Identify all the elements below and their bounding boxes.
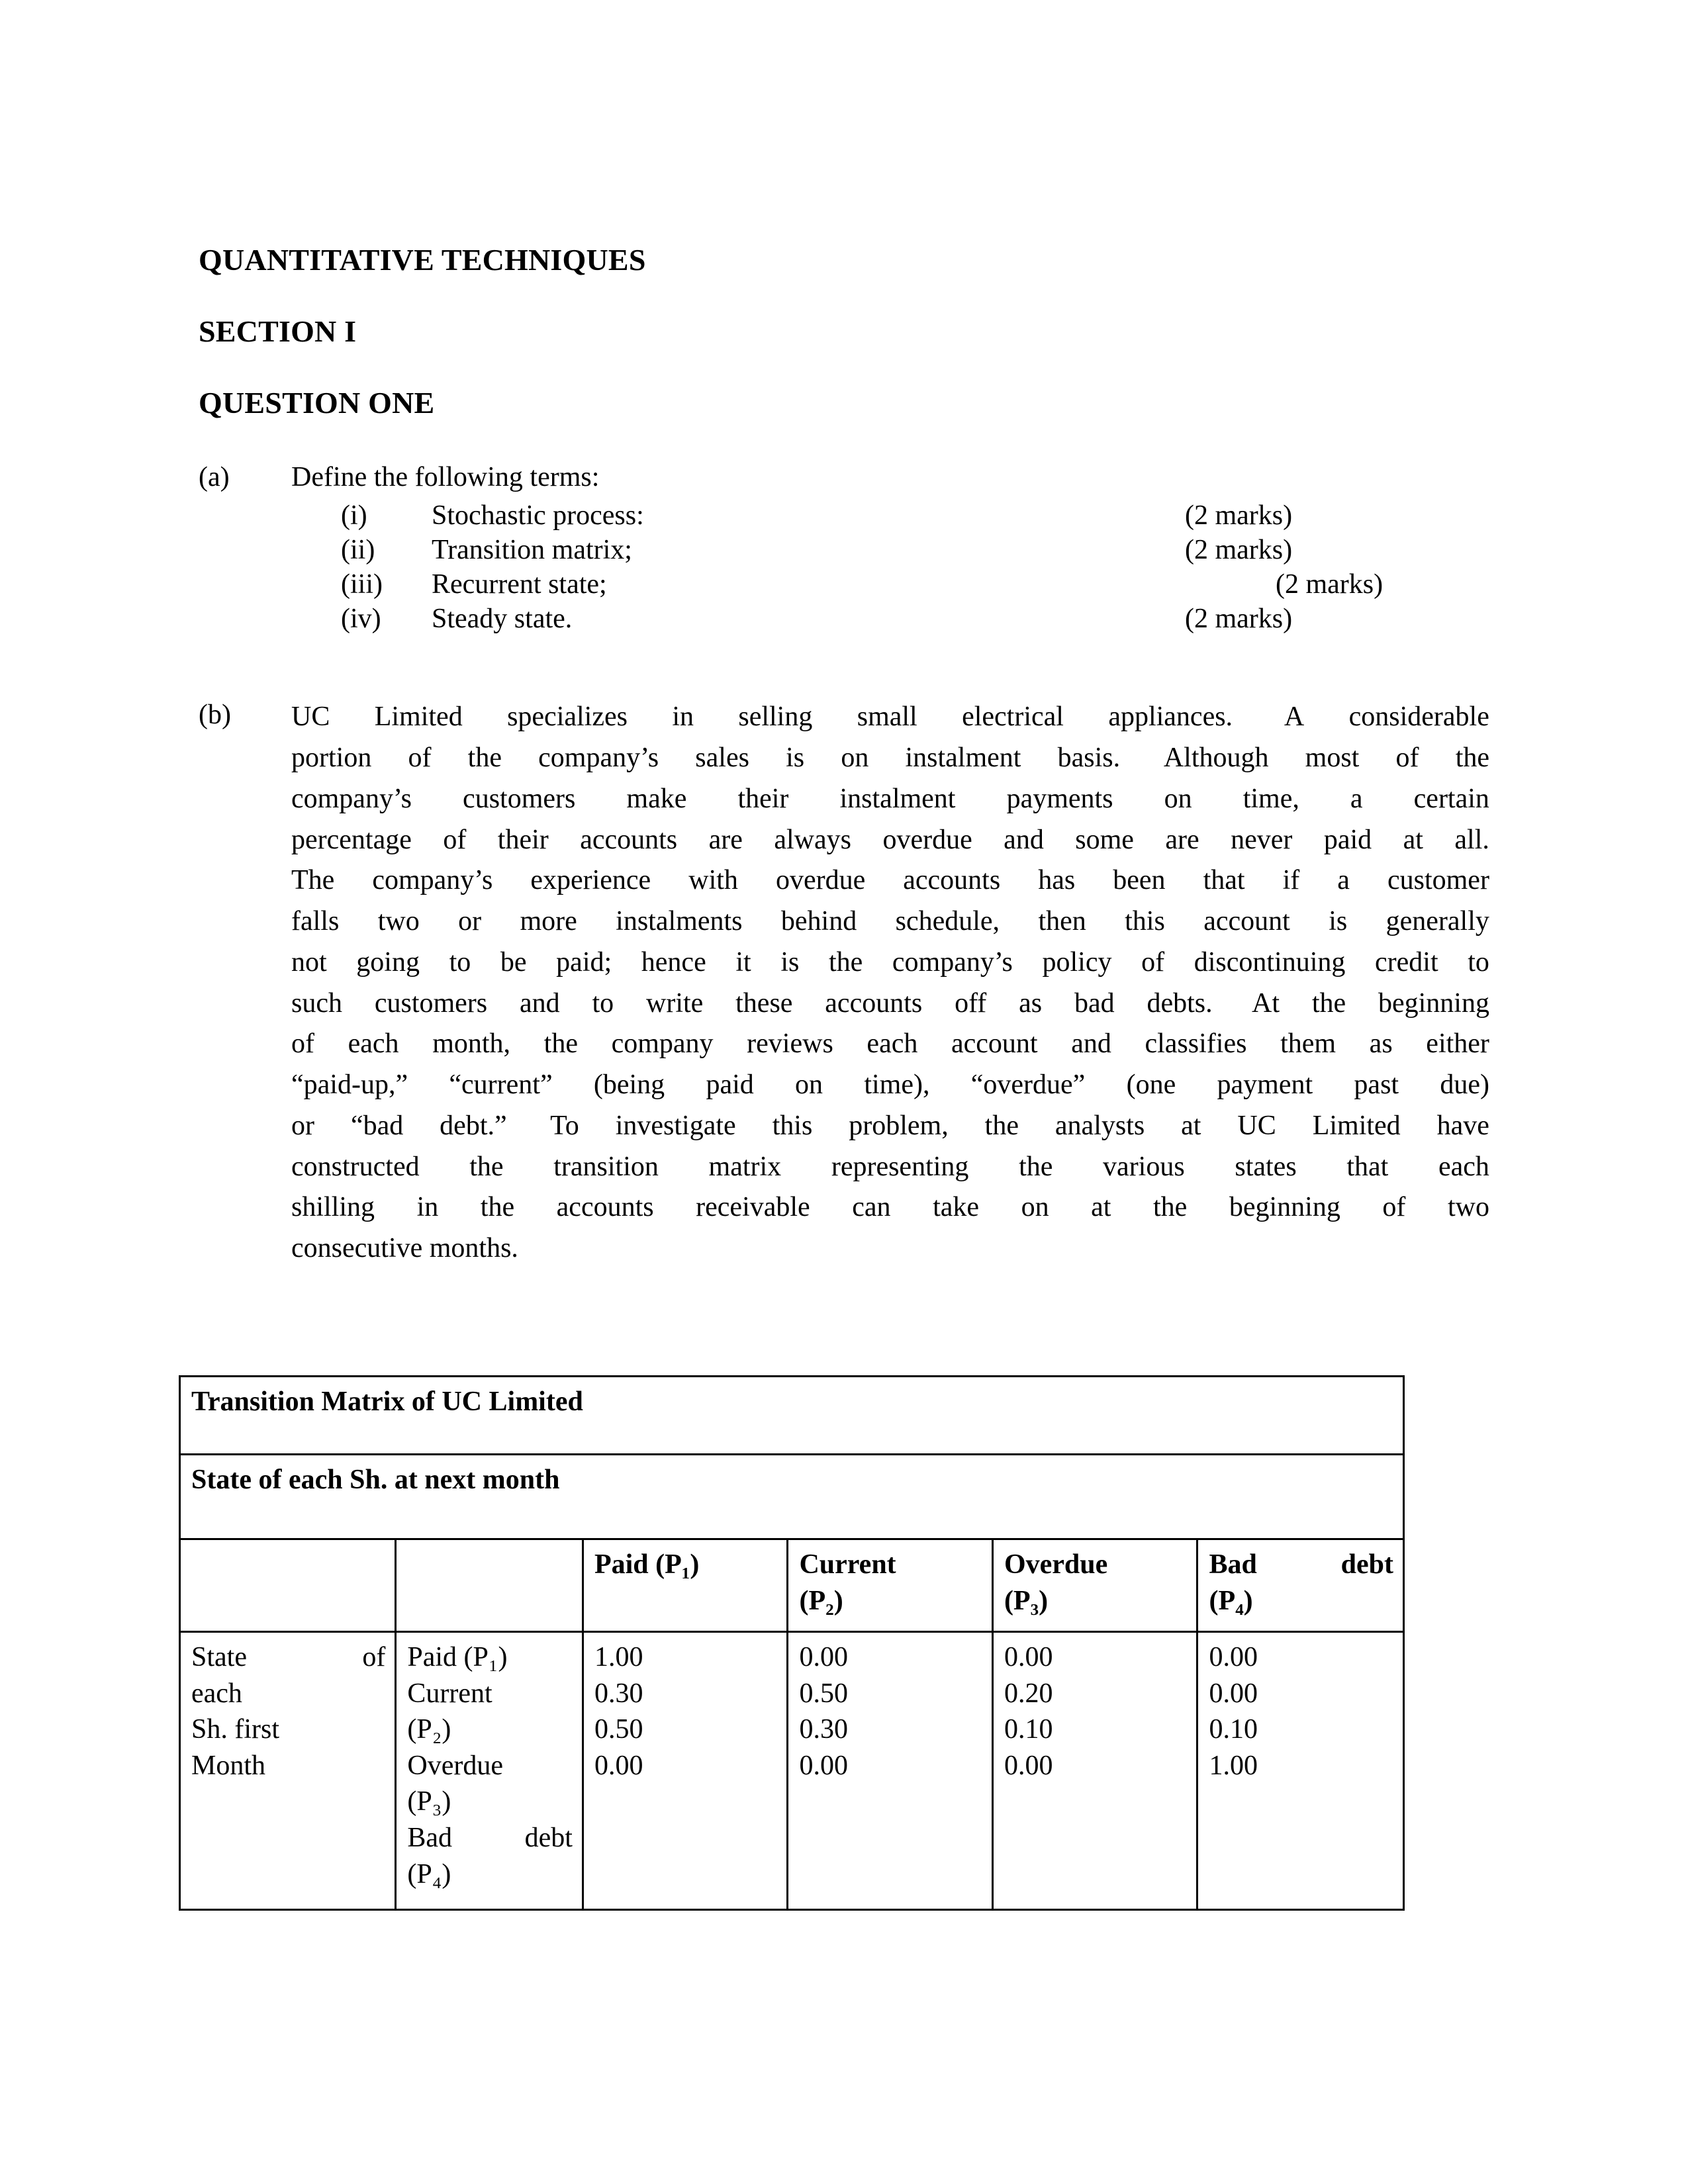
list-item	[291, 567, 1489, 602]
question-heading: QUESTION ONE	[199, 386, 435, 420]
paragraph-line: or “bad debt.” To investigate this problem, the analysts at UC Limited have	[291, 1110, 1489, 1141]
data-cell: 0.00	[1209, 1678, 1258, 1709]
data-cell: 0.30	[594, 1678, 643, 1709]
row-header-overdue-sub: (P₃)	[407, 1786, 451, 1817]
column-header-bad-debt-line1: Bad debt	[1209, 1549, 1393, 1580]
table-row-body	[180, 1632, 1404, 1910]
list-item-number: (ii)	[341, 535, 375, 566]
part-a-intro: Define the following terms:	[291, 462, 600, 492]
marks-allocation: (2 marks)	[1185, 500, 1293, 531]
data-cell: 0.10	[1209, 1714, 1258, 1745]
column-header-current	[788, 1539, 992, 1632]
paragraph-line: consecutive months.	[291, 1232, 518, 1263]
paragraph-line: of each month, the company reviews each account and classifies them as either	[291, 1028, 1489, 1060]
part-a-label: (a)	[199, 462, 230, 492]
paragraph-line: company’s customers make their instalment payments on time, a certain	[291, 783, 1489, 814]
data-cell: 0.00	[799, 1642, 848, 1672]
row-axis-label-line1: State of	[191, 1642, 386, 1672]
paragraph-line: The company’s experience with overdue accounts has been that if a customer	[291, 865, 1489, 896]
column-header-overdue	[992, 1539, 1197, 1632]
table-row-header	[180, 1539, 1404, 1632]
paragraph-line: percentage of their accounts are always overdue and some are never paid at all.	[291, 824, 1489, 855]
marks-allocation: (2 marks)	[1185, 535, 1293, 566]
list-item-number: (iv)	[341, 604, 381, 635]
column-header-paid-line1: Paid (P₁)	[594, 1549, 700, 1580]
paragraph-line: shilling in the accounts receivable can take on at the beginning of two	[291, 1192, 1489, 1223]
part-a	[199, 459, 1489, 636]
paragraph-line: falls two or more instalments behind schedule, then this account is generally	[291, 906, 1489, 937]
data-column-current	[788, 1632, 992, 1910]
list-item-number: (i)	[341, 500, 367, 531]
row-header-bad-debt-sub: (P₄)	[407, 1858, 451, 1889]
paragraph-line: portion of the company’s sales is on instalment basis. Although most of the	[291, 743, 1489, 774]
table-row-title	[180, 1377, 1404, 1455]
paragraph-line: constructed the transition matrix representing the various states that each	[291, 1151, 1489, 1182]
data-column-paid	[583, 1632, 788, 1910]
list-item-number: (iii)	[341, 569, 383, 600]
row-axis-label	[180, 1632, 396, 1910]
data-cell: 1.00	[594, 1642, 643, 1672]
section-heading: SECTION I	[199, 314, 357, 348]
row-header-paid: Paid (P₁)	[407, 1642, 508, 1672]
data-column-bad-debt	[1197, 1632, 1404, 1910]
header-corner-right	[396, 1539, 583, 1632]
data-cell: 0.00	[1004, 1750, 1053, 1781]
part-b	[199, 697, 1489, 1269]
list-item	[291, 498, 1489, 533]
column-header-bad-debt	[1197, 1539, 1404, 1632]
definition-list	[291, 498, 1489, 636]
data-cell: 0.30	[799, 1714, 848, 1745]
paragraph-line: UC Limited specializes in selling small electrical appliances. A considerable	[291, 702, 1489, 733]
list-item	[291, 602, 1489, 636]
list-item-label: Stochastic process:	[432, 500, 644, 531]
marks-allocation: (2 marks)	[1276, 569, 1383, 600]
list-item-label: Transition matrix;	[432, 535, 632, 566]
row-header-current: Current	[407, 1678, 492, 1709]
paragraph-line: such customers and to write these accounts off as bad debts. At the beginning	[291, 987, 1489, 1019]
data-cell: 0.00	[594, 1750, 643, 1781]
table-title-cell: Transition Matrix of UC Limited	[180, 1377, 1404, 1455]
row-axis-label-line2: each	[191, 1678, 242, 1709]
column-header-overdue-line1: Overdue	[1004, 1549, 1108, 1580]
list-item	[291, 533, 1489, 567]
paragraph-line: “paid-up,” “current” (being paid on time), “overdue” (one payment past due)	[291, 1069, 1489, 1101]
row-header-overdue: Overdue	[407, 1750, 503, 1781]
part-b-paragraph	[291, 697, 1489, 1269]
data-cell: 1.00	[1209, 1750, 1258, 1781]
transition-matrix-table	[179, 1375, 1405, 1911]
part-a-body	[291, 459, 1489, 636]
part-b-body	[291, 697, 1489, 1269]
data-cell: 0.00	[1209, 1642, 1258, 1672]
data-cell: 0.10	[1004, 1714, 1053, 1745]
row-headers-cell	[396, 1632, 583, 1910]
data-cell: 0.50	[594, 1714, 643, 1745]
row-header-bad-debt: Bad debt	[407, 1822, 573, 1853]
column-header-bad-debt-line2: (P₄)	[1209, 1585, 1253, 1616]
header-corner-left	[180, 1539, 396, 1632]
page-title: QUANTITATIVE TECHNIQUES	[199, 243, 646, 277]
row-header-current-sub: (P₂)	[407, 1714, 451, 1745]
data-cell: 0.00	[1004, 1642, 1053, 1672]
column-header-current-line1: Current	[799, 1549, 896, 1580]
table-subtitle-cell: State of each Sh. at next month	[180, 1455, 1404, 1539]
data-cell: 0.50	[799, 1678, 848, 1709]
part-b-label: (b)	[199, 700, 231, 731]
row-axis-label-line3: Sh. first	[191, 1714, 280, 1745]
list-item-label: Recurrent state;	[432, 569, 607, 600]
data-cell: 0.20	[1004, 1678, 1053, 1709]
marks-allocation: (2 marks)	[1185, 604, 1293, 635]
table-row-subtitle	[180, 1455, 1404, 1539]
column-header-current-line2: (P₂)	[799, 1585, 843, 1616]
column-header-overdue-line2: (P₃)	[1004, 1585, 1049, 1616]
paragraph-line: not going to be paid; hence it is the company’s policy of discontinuing credit to	[291, 946, 1489, 978]
column-header-paid	[583, 1539, 788, 1632]
row-axis-label-line4: Month	[191, 1750, 266, 1781]
list-item-label: Steady state.	[432, 604, 573, 635]
data-column-overdue	[992, 1632, 1197, 1910]
data-cell: 0.00	[799, 1750, 848, 1781]
